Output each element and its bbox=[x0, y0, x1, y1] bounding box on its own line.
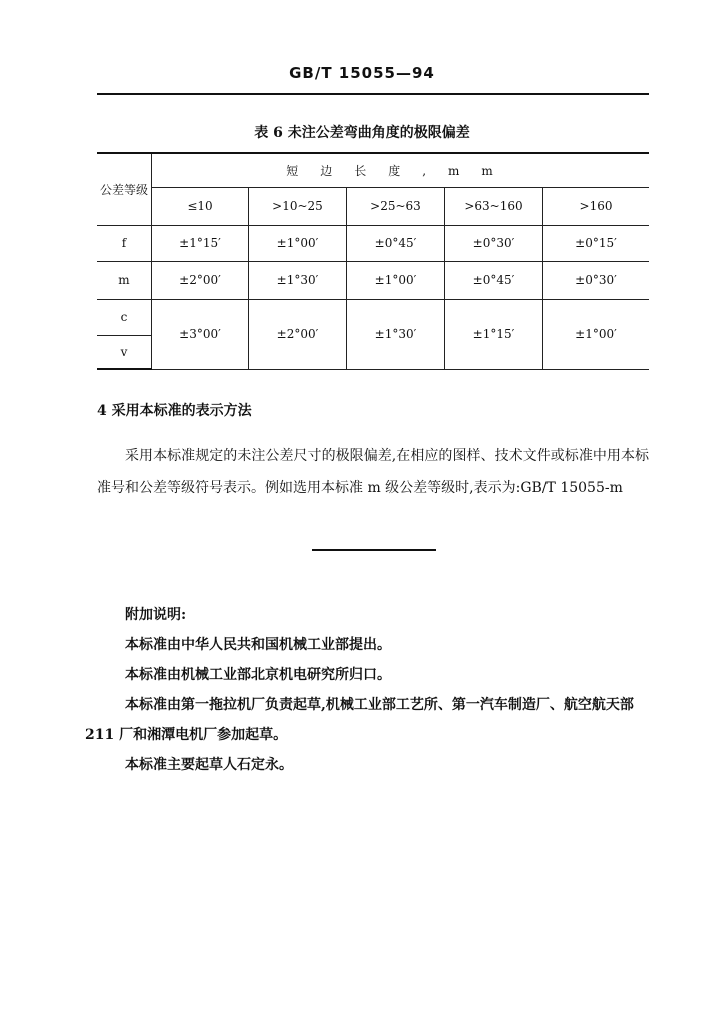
value-cell: ±1°00′ bbox=[347, 261, 445, 299]
row-header: 公差等级 bbox=[97, 153, 152, 225]
grade-cell: v bbox=[97, 335, 152, 369]
span-header: 短边长度,mm bbox=[152, 153, 650, 187]
value-cell: ±2°00′ bbox=[152, 261, 249, 299]
value-cell: ±1°30′ bbox=[347, 299, 445, 369]
appendix-line: 本标准主要起草人石定永。 bbox=[125, 757, 293, 773]
value-cell: ±1°15′ bbox=[152, 225, 249, 261]
value-cell: ±0°45′ bbox=[445, 261, 543, 299]
section-heading: 4 采用本标准的表示方法 bbox=[97, 403, 252, 419]
value-cell: ±0°15′ bbox=[543, 225, 650, 261]
appendix-line: 本标准由中华人民共和国机械工业部提出。 bbox=[125, 637, 391, 653]
value-cell: ±0°45′ bbox=[347, 225, 445, 261]
value-cell: ±1°30′ bbox=[249, 261, 347, 299]
appendix-line: 本标准由第一拖拉机厂负责起草,机械工业部工艺所、第一汽车制造厂、航空航天部 211 厂和湘潭电机厂参加起草。 bbox=[85, 697, 634, 743]
appendix bbox=[85, 600, 649, 780]
section-paragraph: 采用本标准规定的未注公差尺寸的极限偏差,在相应的图样、技术文件或标准中用本标准号和公差等级符号表示。例如选用本标准 m 级公差等级时,表示为:GB/T 15055-m bbox=[97, 448, 649, 496]
appendix-line: 本标准由机械工业部北京机电研究所归口。 bbox=[125, 667, 391, 683]
value-cell: ±1°00′ bbox=[249, 225, 347, 261]
tolerance-table bbox=[97, 152, 649, 370]
column-header: >25~63 bbox=[347, 187, 445, 225]
table-title: 表 6 未注公差弯曲角度的极限偏差 bbox=[254, 125, 470, 141]
value-cell: ±0°30′ bbox=[543, 261, 650, 299]
header-rule bbox=[97, 93, 649, 95]
standard-code: GB/T 15055—94 bbox=[289, 64, 435, 82]
grade-cell: m bbox=[97, 261, 152, 299]
table-row bbox=[97, 225, 649, 261]
column-header: >160 bbox=[543, 187, 650, 225]
value-cell: ±1°15′ bbox=[445, 299, 543, 369]
value-cell: ±1°00′ bbox=[543, 299, 650, 369]
value-cell: ±2°00′ bbox=[249, 299, 347, 369]
column-header: ≤10 bbox=[152, 187, 249, 225]
end-rule bbox=[312, 549, 436, 551]
grade-cell: c bbox=[97, 299, 152, 335]
value-cell: ±0°30′ bbox=[445, 225, 543, 261]
grade-cell: f bbox=[97, 225, 152, 261]
table-row bbox=[97, 299, 649, 335]
column-header: >10~25 bbox=[249, 187, 347, 225]
table-row bbox=[97, 261, 649, 299]
appendix-title: 附加说明: bbox=[125, 607, 187, 623]
column-header: >63~160 bbox=[445, 187, 543, 225]
value-cell: ±3°00′ bbox=[152, 299, 249, 369]
